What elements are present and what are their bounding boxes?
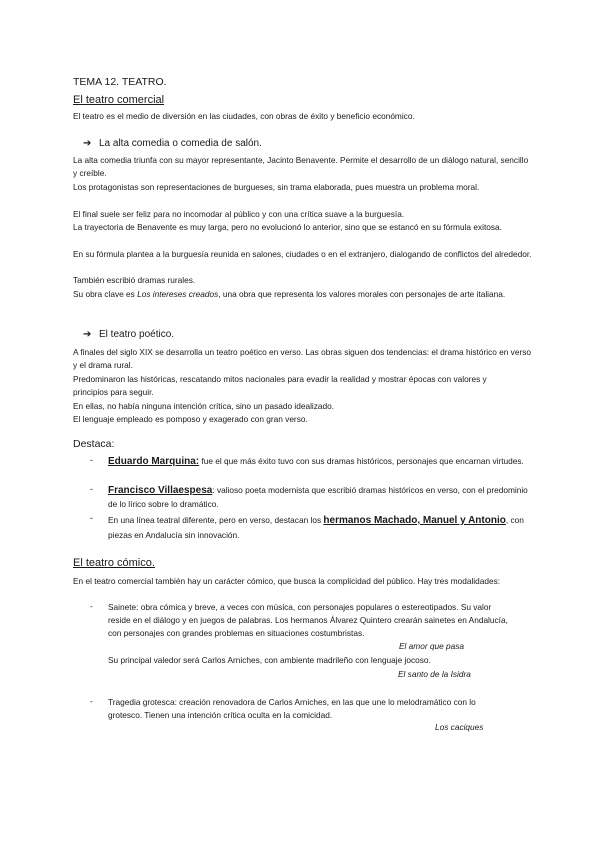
poetico-paragraph-1: A finales del siglo XIX se desarrolla un teatro poético en verso. Las obras siguen dos tendencias: el drama histórico en verso y el drama rural. [73, 347, 531, 371]
work-title-intereses: Los intereses creados [137, 289, 219, 299]
bullet-dash: - [90, 601, 93, 611]
alta-paragraph-1: La alta comedia triunfa con su mayor representante, Jacinto Benavente. Permite el desarrollo de un diálogo natural, sencillo y creíble. [73, 155, 529, 179]
alta-p7-text: Su obra clave es [73, 289, 138, 299]
work-title-amor-que-pasa: El amor que pasa [399, 641, 465, 651]
bullet-dash: - [90, 696, 93, 706]
machado-description: , con piezas en Andalucía sin innovación. [108, 515, 524, 540]
alta-paragraph-2: Los protagonistas son representaciones de burgueses, sin trama elaborada, pues muestra un problema moral. [73, 182, 480, 192]
commercial-intro: El teatro es el medio de diversión en las ciudades, con obras de éxito y beneficio económico. [73, 111, 415, 121]
destaca-item-villaespesa [91, 484, 533, 511]
marquina-description: fue el que más éxito tuvo con sus dramas históricos, personajes que encarnan virtudes. [199, 456, 524, 466]
work-title-caciques: Los caciques [435, 722, 484, 732]
destaca-item-machado [91, 513, 533, 542]
arrow-icon: ➔ [83, 329, 92, 340]
alta-paragraph-3: El final suele ser feliz para no incomodar al público y con una crítica suave a la burguesía. [73, 209, 405, 219]
bullet-dash: - [90, 455, 93, 465]
poetico-paragraph-2: Predominaron las históricas, rescatando mitos nacionales para evadir la realidad y mostrar épocas con valores y principios para seguir. [73, 374, 487, 398]
machado-intro: En una línea teatral diferente, pero en verso, destacan los [108, 515, 324, 525]
destaca-item-marquina [91, 455, 533, 469]
destaca-label: Destaca: [73, 438, 115, 450]
subheading-teatro-poetico-label: El teatro poético. [99, 329, 175, 340]
arrow-icon: ➔ [83, 138, 92, 149]
destaca-item-machado-text [108, 513, 533, 542]
section-heading-commercial: El teatro comercial [73, 94, 165, 106]
bullet-dash: - [90, 484, 93, 494]
author-name-marquina: Eduardo Marquina: [108, 456, 200, 467]
subheading-alta-comedia-label: La alta comedia o comedia de salón. [99, 138, 262, 149]
poetico-paragraph-3: En ellas, no había ninguna intención crítica, sino un pasado idealizado. [73, 401, 335, 411]
work-title-santo-isidra: El santo de la Isidra [398, 669, 471, 679]
alta-p7-tail: , una obra que representa los valores morales con personajes de arte italiana. [218, 289, 506, 299]
alta-paragraph-5: En su fórmula plantea a la burguesía reunida en salones, ciudades o en el extranjero, dialogando de conflictos del alrededor. [73, 249, 532, 259]
document-title: TEMA 12. TEATRO. [73, 76, 167, 88]
alta-paragraph-4: La trayectoria de Benavente es muy larga, pero no evolucionó lo anterior, sino que se estancó en su fórmula exitosa. [73, 222, 502, 232]
destaca-item-marquina-text [108, 455, 533, 469]
poetico-paragraph-4: El lenguaje empleado es pomposo y exagerado con gran verso. [73, 414, 308, 424]
villaespesa-description: : valioso poeta modernista que escribió dramas históricos en verso, con el predominio de lo lírico sobre lo dramático. [108, 485, 528, 509]
subheading-teatro-poetico [83, 329, 174, 340]
modalidad-tragedia-grotesca [91, 696, 535, 722]
subheading-alta-comedia [83, 138, 262, 149]
author-name-villaespesa: Francisco Villaespesa [108, 485, 213, 496]
alta-paragraph-6: También escribió dramas rurales. [73, 275, 196, 285]
author-name-machado: hermanos Machado, Manuel y Antonio [323, 515, 506, 526]
comico-intro: En el teatro comercial también hay un carácter cómico, que busca la complicidad del público. Hay tres modalidades: [73, 576, 501, 586]
alta-paragraph-7 [73, 288, 535, 301]
section-heading-comico: El teatro cómico. [73, 557, 155, 569]
destaca-item-villaespesa-text [108, 484, 533, 511]
modalidad-sainete [91, 601, 535, 639]
tragedia-text: Tragedia grotesca: creación renovadora de Carlos Arniches, en las que une lo melodramático con lo grotesco. Tienen una intención crítica oculta en la comicidad. [108, 697, 476, 720]
sainete-text: Sainete: obra cómica y breve, a veces con música, con personajes populares o estereotipados. Su valor reside en el diálogo y en juegos de palabras. Los hermanos Álvarez Quintero crearán sainetes en Andalucía, con personajes con grandes problemas en situaciones costumbristas. [108, 602, 508, 638]
bullet-dash: - [90, 513, 93, 523]
sainete-valedor: Su principal valedor será Carlos Arniches, con ambiente madrileño con lenguaje jocoso. [108, 655, 431, 665]
